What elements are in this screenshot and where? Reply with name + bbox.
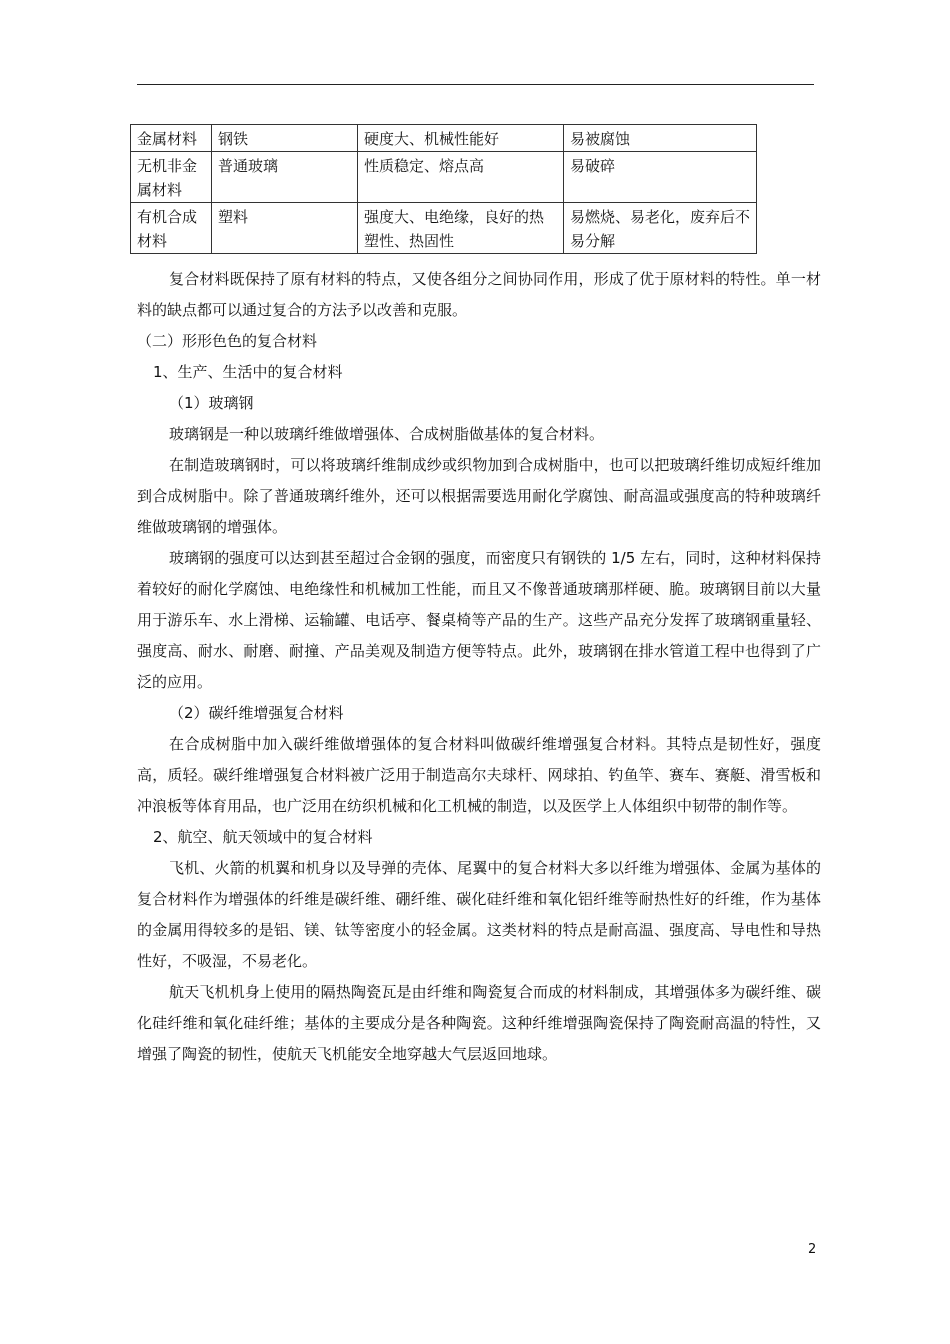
table-cell-category: 有机合成材料 [131, 203, 212, 254]
table-cell-category: 金属材料 [131, 125, 212, 152]
subsection-heading: 2、航空、航天领域中的复合材料 [153, 828, 373, 846]
subsubsection-heading: （1）玻璃钢 [169, 394, 254, 412]
table-cell-advantage: 强度大、电绝缘，良好的热塑性、热固性 [358, 203, 564, 254]
subsubsection-heading: （2）碳纤维增强复合材料 [169, 704, 344, 722]
materials-table [130, 124, 757, 254]
table-cell-disadvantage: 易破碎 [564, 152, 757, 203]
table-cell-example: 普通玻璃 [212, 152, 358, 203]
table-row [131, 152, 757, 203]
table-cell-advantage: 性质稳定、熔点高 [358, 152, 564, 203]
table-cell-category: 无机非金属材料 [131, 152, 212, 203]
table-cell-advantage: 硬度大、机械性能好 [358, 125, 564, 152]
table-cell-disadvantage: 易燃烧、易老化，废弃后不易分解 [564, 203, 757, 254]
paragraph: 在合成树脂中加入碳纤维做增强体的复合材料叫做碳纤维增强复合材料。其特点是韧性好，强度高，质轻。碳纤维增强复合材料被广泛用于制造高尔夫球杆、网球拍、钓鱼竿、赛车、赛艇、滑雪板和冲浪板等体育用品，也广泛用在纺织机械和化工机械的制造，以及医学上人体组织中韧带的制作等。 [137, 735, 821, 815]
paragraph: 玻璃钢的强度可以达到甚至超过合金钢的强度，而密度只有钢铁的 1/5 左右，同时，这种材料保持着较好的耐化学腐蚀、电绝缘性和机械加工性能，而且又不像普通玻璃那样硬、脆。玻璃钢目前以大量用于游乐车、水上滑梯、运输罐、电话亭、餐桌椅等产品的生产。这些产品充分发挥了玻璃钢重量轻、强度高、耐水、耐磨、耐撞、产品美观及制造方便等特点。此外，玻璃钢在排水管道工程中也得到了广泛的应用。 [137, 549, 821, 691]
table-cell-example: 钢铁 [212, 125, 358, 152]
paragraph: 在制造玻璃钢时，可以将玻璃纤维制成纱或织物加到合成树脂中，也可以把玻璃纤维切成短纤维加到合成树脂中。除了普通玻璃纤维外，还可以根据需要选用耐化学腐蚀、耐高温或强度高的特种玻璃纤维做玻璃钢的增强体。 [137, 456, 821, 536]
paragraph-composite-intro: 复合材料既保持了原有材料的特点，又使各组分之间协同作用，形成了优于原材料的特性。单一材料的缺点都可以通过复合的方法予以改善和克服。 [137, 270, 821, 319]
header-rule [137, 84, 814, 85]
paragraph: 玻璃钢是一种以玻璃纤维做增强体、合成树脂做基体的复合材料。 [169, 425, 605, 443]
page-number: 2 [808, 1242, 817, 1257]
table-row [131, 125, 757, 152]
subsection-heading: 1、生产、生活中的复合材料 [153, 363, 343, 381]
section-heading: （二）形形色色的复合材料 [137, 332, 318, 350]
paragraph: 飞机、火箭的机翼和机身以及导弹的壳体、尾翼中的复合材料大多以纤维为增强体、金属为基体的复合材料作为增强体的纤维是碳纤维、硼纤维、碳化硅纤维和氧化铝纤维等耐热性好的纤维，作为基体的金属用得较多的是铝、镁、钛等密度小的轻金属。这类材料的特点是耐高温、强度高、导电性和导热性好，不吸湿，不易老化。 [137, 859, 821, 970]
table-cell-disadvantage: 易被腐蚀 [564, 125, 757, 152]
table-row [131, 203, 757, 254]
table-cell-example: 塑料 [212, 203, 358, 254]
document-body [137, 264, 821, 1070]
paragraph: 航天飞机机身上使用的隔热陶瓷瓦是由纤维和陶瓷复合而成的材料制成，其增强体多为碳纤维、碳化硅纤维和氧化硅纤维；基体的主要成分是各种陶瓷。这种纤维增强陶瓷保持了陶瓷耐高温的特性，又增强了陶瓷的韧性，使航天飞机能安全地穿越大气层返回地球。 [137, 983, 821, 1063]
